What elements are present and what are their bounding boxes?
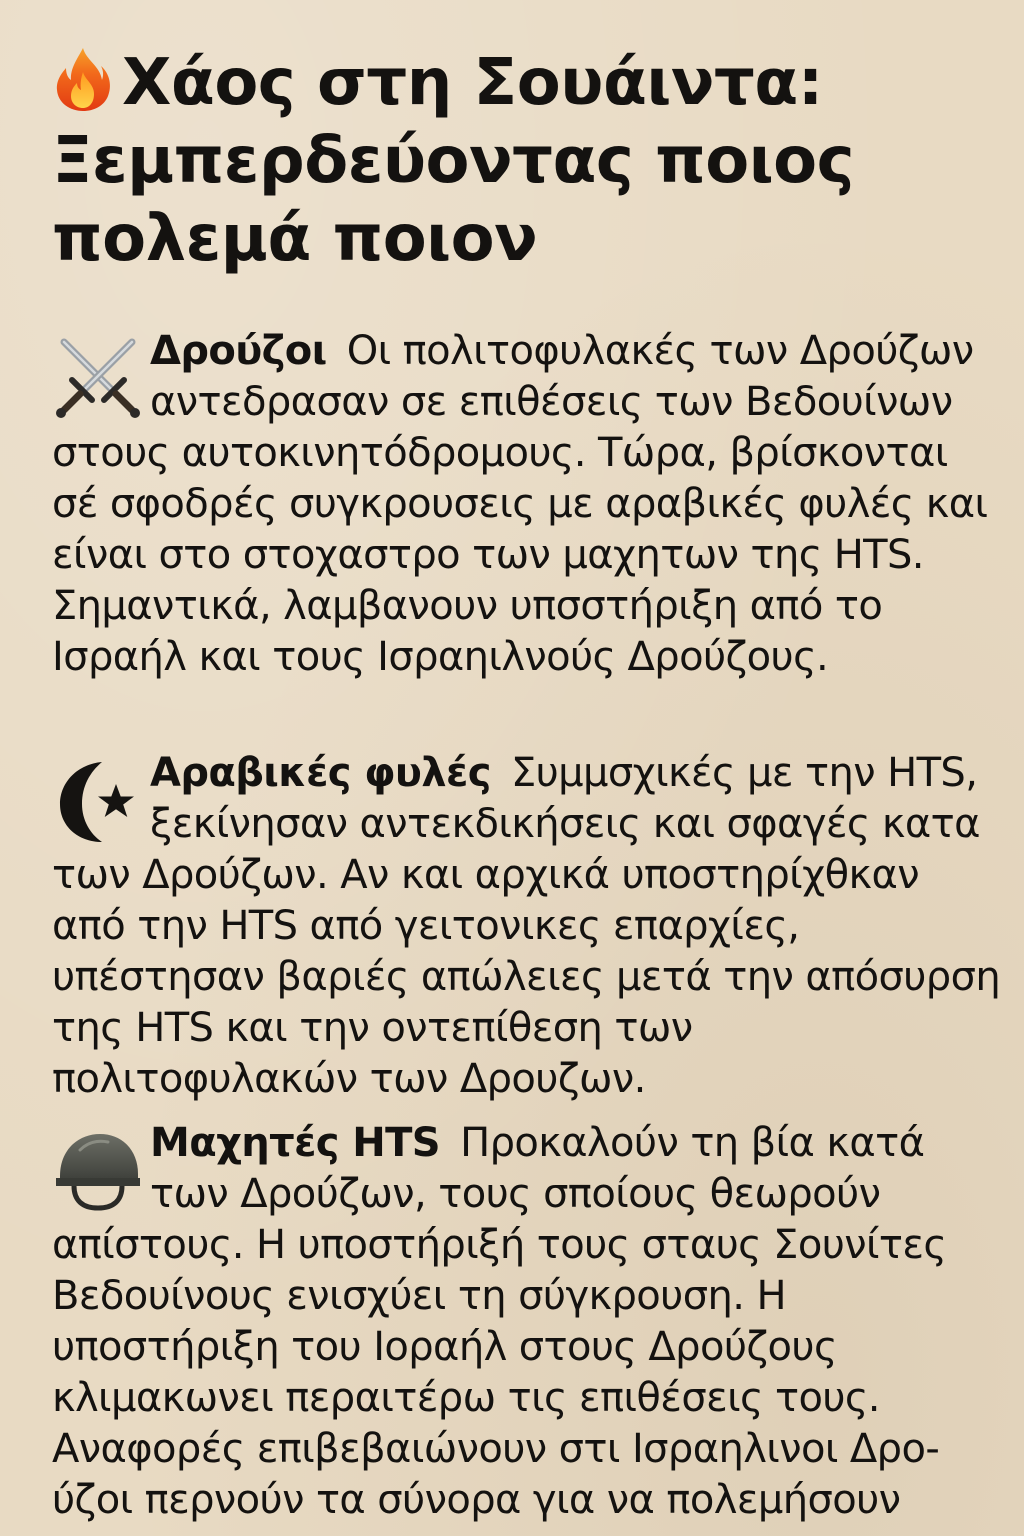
crossed-swords-icon [52,332,144,424]
section-hts-heading: Μαχητές HTS [150,1120,440,1166]
page-title-text: Χάος στη Σουάιντα: Ξεμπερδεύοντας ποιος πολεμά ποιον [52,46,855,276]
section-arab-tribes-body: Συμμσχικές με την HTS, ξεκίνησαν αντεκδικήσεις και σφαγές κατα των Δρούζων. Αν και αρχικά υποστηρίχθκαν από την HTS από γειτονικες επαρχίες, υπέστησαν βαριές απώλειες μετά την απόσυρση της HTS και την οντεπίθεση των πολιτοφυλακών των Δρουζων. [52,750,1001,1102]
crescent-star-icon [52,754,144,846]
section-hts-text [52,1118,1002,1526]
section-arab-tribes-text [52,748,1002,1105]
page-title [52,44,992,278]
section-hts [52,1118,1002,1526]
section-hts-body: Προκαλούν τη βία κατά των Δρούζων, τους σποίους θεωρούν απίστους. Η υποστήριξή τους σταυς Σουνίτες Βεδουίνους ενισχύει τη σύγκρουση. Η υποστήριξη του Ιοραήλ στους Δρούζους κλιμακωνει περαιτέρω τις επιθέσεις τους. Αναφορές επιβεβαιώνουν στι Ισραηλινοι Δρούζοι περνούν τα σύνορα για να πολεμήσουν [52,1120,947,1523]
section-druze-text [52,326,1002,683]
section-arab-tribes-heading: Αραβικές φυλές [150,750,491,796]
fire-icon [52,46,114,112]
helmet-icon [52,1124,144,1216]
section-druze-heading: Δρούζοι [150,328,327,374]
section-arab-tribes [52,748,1002,1105]
section-druze [52,326,1002,683]
section-druze-body: Οι πολιτοφυλακές των Δρούζων αντεδρασαν σε επιθέσεις των Βεδουίνων στους αυτοκινητόδρομους. Τώρα, βρίσκονται σέ σφοδρές συγκρουσεις με αραβικές φυλές και είναι στο στοχαστρο των μαχητων της HTS. Σημαντικά, λαμβανουν υπσστήριξη από το Ισραήλ και τους Ισραηιλνούς Δρούζους. [52,328,988,680]
